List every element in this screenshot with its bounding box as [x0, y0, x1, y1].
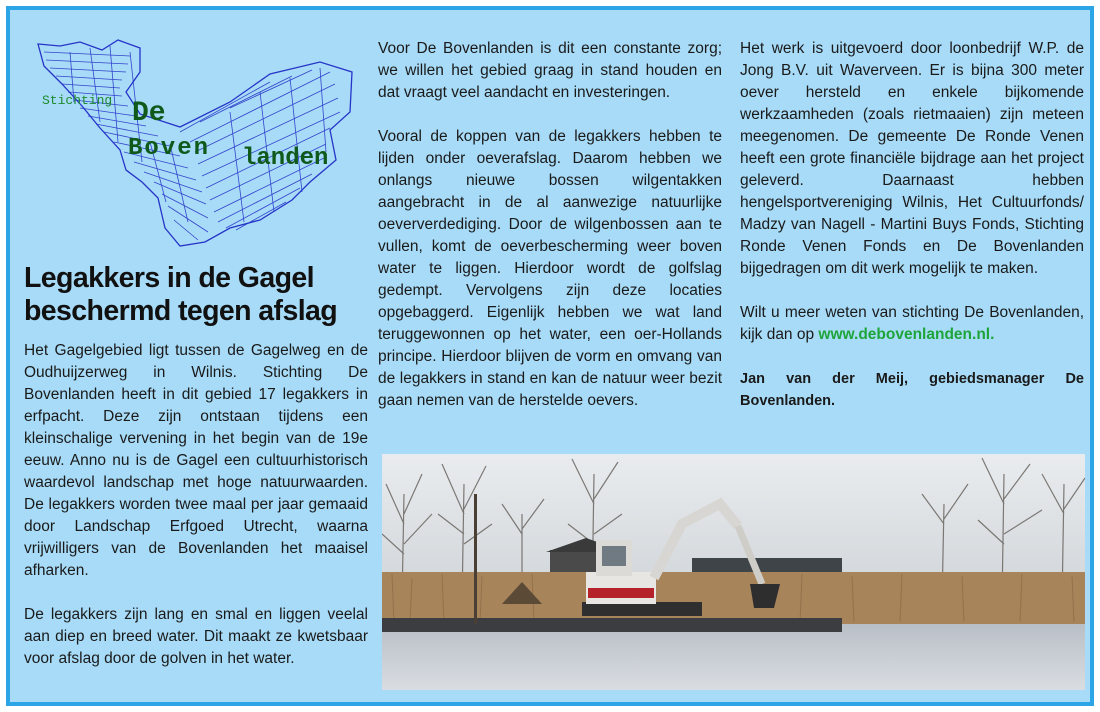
article-panel	[6, 6, 1094, 706]
logo-word-landen: landen	[242, 145, 329, 172]
excavator-photo	[382, 454, 1085, 690]
logo-prefix: Stichting	[42, 93, 113, 108]
bovenlanden-logo	[30, 32, 360, 257]
paragraph: Het Gagelgebied ligt tussen de Gagelweg en de Oudhuijzerweg in Wilnis. Stichting De Bovenlanden heeft in dit gebied 17 legakkers in erfpacht. Deze zijn ontstaan tijdens een kleinschalige vervening in het begin van de 19e eeuw. Anno nu is de Gagel een cultuurhistorisch waardevol landschap met hoge natuurwaarden. De legakkers worden twee maal per jaar gemaaid door Landschap Erfgoed Utrecht, waarna vrijwilligers van de Bovenlanden het maaisel afharken.	[24, 342, 368, 579]
column-1	[24, 340, 368, 692]
more-info-text: Wilt u meer weten van stichting De Bovenlanden, kijk dan op	[740, 304, 1084, 343]
column-3	[740, 38, 1084, 434]
more-info-paragraph	[740, 302, 1084, 346]
water	[382, 624, 1085, 690]
article-headline	[24, 262, 374, 328]
column-2	[378, 38, 722, 434]
paragraph: Voor De Bovenlanden is dit een constante zorg; we willen het gebied graag in stand houden en dat vraagt veel aandacht en investeringen.	[378, 40, 722, 101]
reeds	[382, 572, 1085, 624]
headline-line-2: beschermd tegen afslag	[24, 295, 338, 327]
logo-word-de: De	[132, 98, 166, 129]
logo-word-boven: Boven	[128, 135, 211, 162]
paragraph: Het werk is uitgevoerd door loonbedrijf W.P. de Jong B.V. uit Waverveen. Er is bijna 300 meter oever hersteld en enkele bijkomende werkzaamheden (zoals rietmaaien) zijn meteen meegenomen. De gemeente De Ronde Venen heeft een grote financiële bijdrage aan het project geleverd. Daarnaast hebben hengelsportvereniging Wilnis, Het Cultuurfonds/ Madzy van Nagell - Martini Buys Fonds, Stichting Ronde Venen Fonds en De Bovenlanden bijgedragen om dit werk mogelijk te maken.	[740, 40, 1084, 277]
paragraph: Vooral de koppen van de legakkers hebben te lijden onder oeverafslag. Daarom hebben we onlangs nieuwe bossen wilgentakken aangebracht in de al aanwezige natuurlijke oeververdediging. Door de wilgenbossen aan te vullen, komt de oeverbescherming weer boven water te liggen. Hierdoor wordt de golfslag gedempt. Vervolgens zijn deze locaties opgebaggerd. Eigenlijk hebben we wat land teruggewonnen op het water, een oer-Hollands principe. Hierdoor blijven de vorm en omvang van de legakkers in stand en kan de natuur weer bezit gaan nemen van de herstelde oevers.	[378, 128, 722, 409]
signature: Jan van der Meij, gebiedsmanager De Bovenlanden.	[740, 371, 1084, 409]
website-link[interactable]: www.debovenlanden.nl.	[818, 326, 995, 343]
pontoon	[382, 618, 842, 632]
paragraph: De legakkers zijn lang en smal en liggen veelal aan diep en breed water. Dit maakt ze kwetsbaar voor afslag door de golven in het water.	[24, 606, 368, 667]
headline-line-1: Legakkers in de Gagel	[24, 262, 314, 294]
